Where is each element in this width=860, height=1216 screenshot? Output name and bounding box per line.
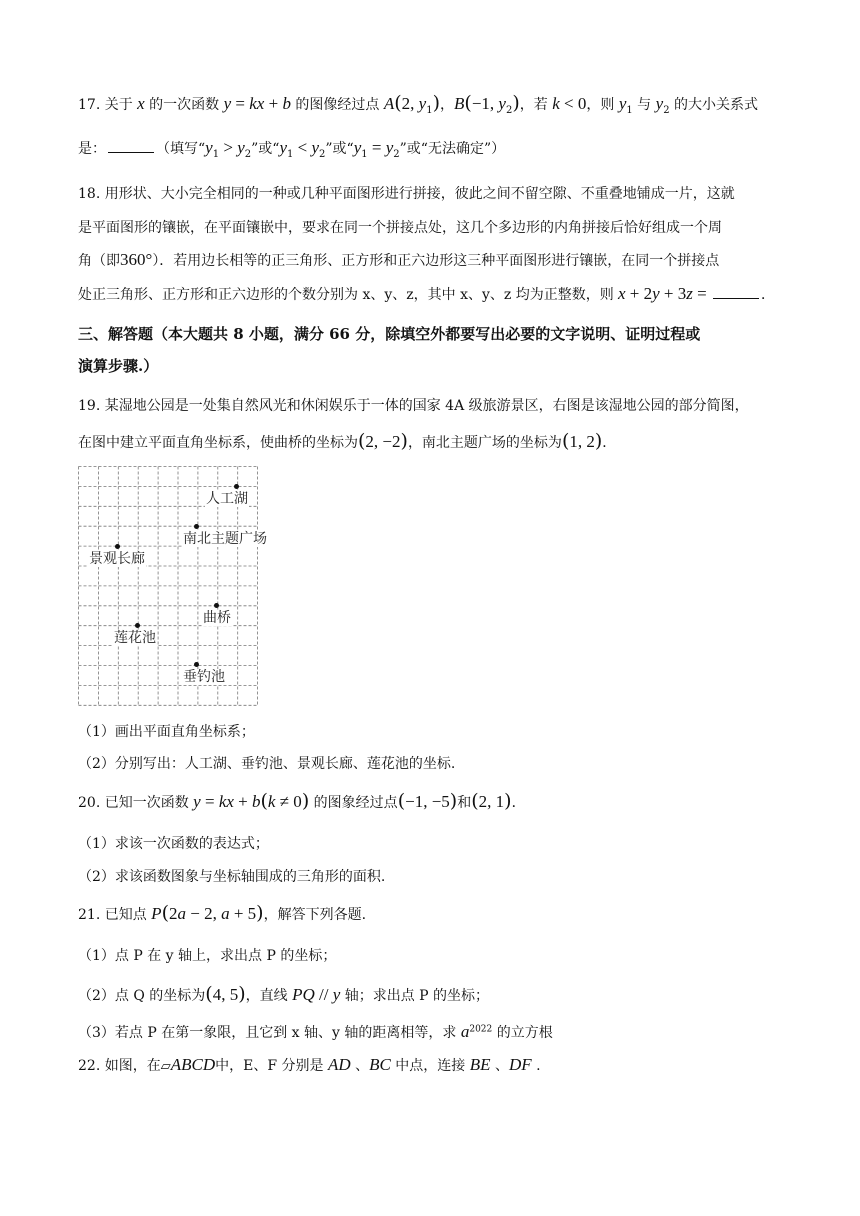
lake-dot-point <box>234 484 239 489</box>
corridor-dot <box>115 544 120 549</box>
q18-line2: 是平面图形的镶嵌，在平面镶嵌中，要求在同一个拼接点处，这几个多边形的内角拼接后恰好组成一个周 <box>78 220 722 236</box>
lotus-dot <box>135 623 140 628</box>
answer-blank <box>108 138 154 153</box>
label-plaza: 南北主题广场 <box>183 531 267 547</box>
q17-line2: 是： （填写“$y_1 > y_2$”或“$y_1 < y_2$”或“$y_1 = y_2$”或“无法确定”） <box>78 138 506 160</box>
fishing-dot <box>194 662 199 667</box>
q21-part2: （2）点 Q 的坐标为(4, 5)，直线 PQ // y 轴；求出点 P 的坐标； <box>78 983 490 1005</box>
plaza-dot <box>194 524 199 529</box>
section-heading-cont: 演算步骤.） <box>78 357 159 375</box>
q19-line2: 在图中建立平面直角坐标系，使曲桥的坐标为(2, −2)，南北主题广场的坐标为(1, 2)． <box>78 430 617 452</box>
q18-line1: 18. 用形状、大小完全相同的一种或几种平面图形进行拼接，彼此之间不留空隙、不重叠地铺成一片，这就 <box>78 186 735 202</box>
label-fishing: 垂钓池 <box>183 669 225 685</box>
label-lake: 人工湖 <box>206 491 248 507</box>
q21-line1: 21. 已知点 P(2a − 2, a + 5)，解答下列各题. <box>78 902 367 924</box>
q20-part2: （2）求该函数图象与坐标轴围成的三角形的面积. <box>78 869 386 885</box>
q21-part3: （3）若点 P 在第一象限，且它到 x 轴、y 轴的距离相等，求 $a^{2022}$ 的立方根 <box>78 1022 553 1041</box>
section-heading: 三、解答题（本大题共 8 小题，满分 66 分，除填空外都要写出必要的文字说明、证明过程或 <box>78 325 701 343</box>
q20-part1: （1）求该一次函数的表达式； <box>78 836 269 852</box>
q21-part1: （1）点 P 在 y 轴上，求出点 P 的坐标； <box>78 948 337 964</box>
q22-line1: 22. 如图，在▱ABCD中，E、F 分别是 AD 、BC 中点，连接 BE 、DF . <box>78 1055 541 1074</box>
label-corridor: 景观长廊 <box>89 551 145 567</box>
q20-line1: 20. 已知一次函数 y = kx + b(k ≠ 0) 的图象经过点(−1, −5)和(2, 1)． <box>78 790 526 812</box>
bridge-dot <box>214 603 219 608</box>
answer-blank <box>713 284 759 299</box>
park-map <box>78 466 267 706</box>
q18-line4: 处正三角形、正方形和正六边形的个数分别为 x、y、z，其中 x、y、z 均为正整数，则 x + 2y + 3z = ． <box>78 284 775 303</box>
label-lotus: 莲花池 <box>114 630 156 646</box>
q19-part1: （1）画出平面直角坐标系； <box>78 724 255 740</box>
q19-part2: （2）分别写出：人工湖、垂钓池、景观长廊、莲花池的坐标. <box>78 756 456 772</box>
q17-line1: 17. 关于 x 的一次函数 y = kx + b 的图像经过点 A(2, $y_1$)，B(−1, $y_2$)，若 k < 0，则 $y_1$ 与 $y_2$ 的大小关系式 <box>78 92 759 116</box>
q18-line3: 角（即360°）．若用边长相等的正三角形、正方形和正六边形这三种平面图形进行镶嵌，在同一个拼接点 <box>78 250 720 269</box>
q19-line1: 19. 某湿地公园是一处集自然风光和休闲娱乐于一体的国家 4A 级旅游景区，右图是该湿地公园的部分简图， <box>78 398 749 414</box>
label-bridge: 曲桥 <box>203 610 231 626</box>
